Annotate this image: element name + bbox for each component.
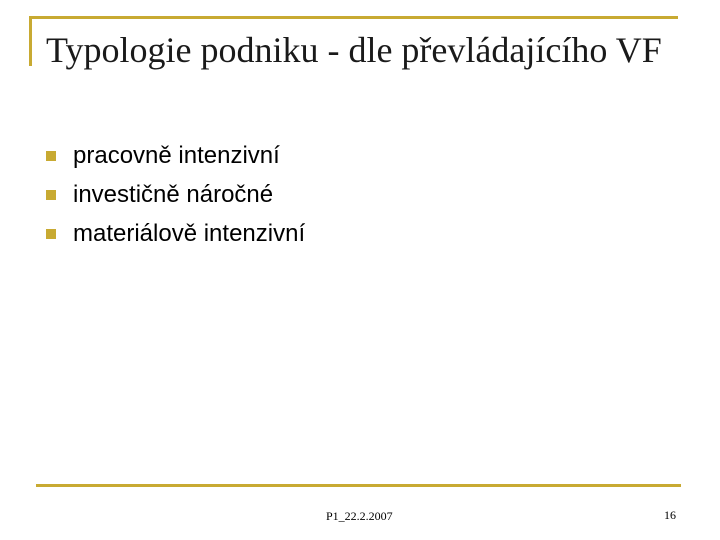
footer-label: P1_22.2.2007: [326, 509, 393, 523]
slide-number: 16: [664, 508, 676, 522]
bullet-text: investičně náročné: [73, 180, 274, 208]
bullet-text: pracovně intenzivní: [73, 141, 280, 169]
footer-rule: [36, 484, 681, 487]
bullet-list: [46, 136, 305, 253]
square-bullet-icon: [46, 229, 56, 239]
square-bullet-icon: [46, 151, 56, 161]
bullet-item: [46, 175, 305, 214]
title-frame-left-rule: [29, 16, 32, 66]
bullet-item: [46, 136, 305, 175]
square-bullet-icon: [46, 190, 56, 200]
title-frame-top-rule: [29, 16, 678, 19]
slide-title: Typologie podniku - dle převládajícího VF: [46, 30, 662, 70]
bullet-item: [46, 214, 305, 253]
bullet-text: materiálově intenzivní: [73, 219, 306, 247]
